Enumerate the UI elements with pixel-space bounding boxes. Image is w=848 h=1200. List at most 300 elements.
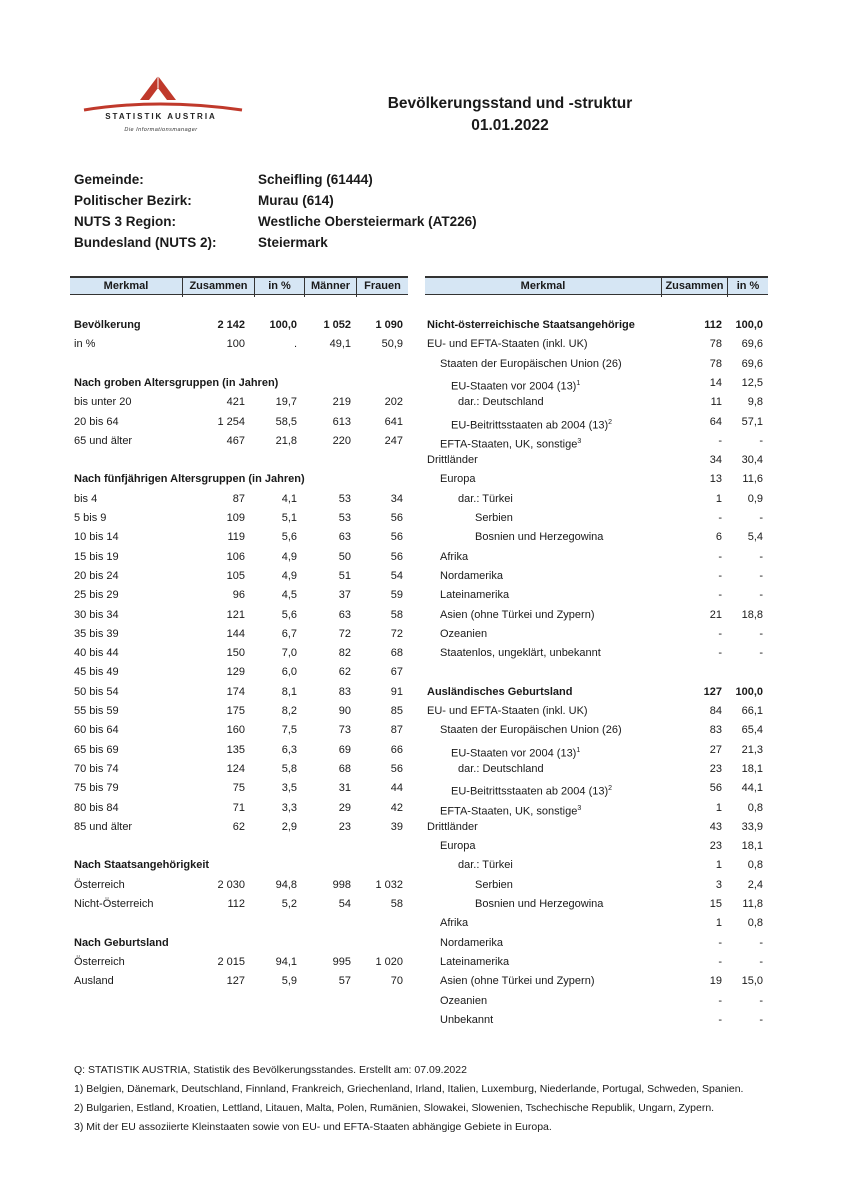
cell-percent: 0,8 (747, 801, 763, 814)
cell-pct: 5,6 (281, 531, 297, 544)
cell-zus: 421 (226, 396, 245, 409)
cell-m: 83 (338, 685, 351, 698)
table-row (70, 895, 408, 914)
cell-zus: 1 254 (217, 415, 245, 428)
table-row (425, 509, 768, 528)
cell-m: 53 (338, 512, 351, 524)
cell-zusammen: 3 (715, 878, 722, 891)
table-row (425, 548, 768, 567)
cell-f: 42 (390, 801, 403, 814)
table-row (425, 625, 768, 644)
table-row (425, 606, 768, 625)
footnote-ref: 1 (576, 379, 581, 387)
row-label: 75 bis 79 (74, 782, 119, 795)
row-label-text: dar.: Türkei (458, 859, 513, 872)
row-label: Nicht-Österreich (74, 898, 154, 910)
row-label-text: Nordamerika (440, 936, 503, 949)
cell-pct: 6,7 (281, 627, 297, 640)
meta-value: Steiermark (258, 235, 328, 250)
row-label-text: EU-Staaten vor 2004 (13) (451, 380, 577, 393)
row-label-text: Lateinamerika (440, 589, 510, 602)
cell-zus: 71 (232, 801, 245, 814)
row-label (440, 355, 622, 374)
cell-pct: 5,6 (281, 608, 297, 621)
cell-percent: 11,8 (742, 898, 763, 910)
cell-zusammen: 23 (709, 762, 722, 775)
column-header: Frauen (356, 278, 408, 297)
footnote-ref: 3 (577, 437, 582, 445)
row-label (440, 953, 509, 972)
cell-zusammen: 1 (715, 859, 722, 872)
cell-pct: 94,1 (275, 955, 297, 968)
cell-pct: 8,1 (281, 685, 297, 698)
meta-value: Murau (614) (258, 193, 334, 208)
cell-percent: 69,6 (741, 338, 763, 351)
cell-pct: 21,8 (275, 434, 297, 447)
table-row (70, 413, 408, 432)
column-header: Männer (304, 278, 356, 297)
row-label (458, 856, 513, 875)
column-header: Zusammen (661, 278, 727, 297)
row-label (440, 837, 475, 856)
footnote-ref: 1 (576, 746, 581, 754)
row-label: 50 bis 54 (74, 685, 119, 698)
row-label (440, 992, 487, 1011)
cell-percent: 57,1 (741, 415, 763, 428)
row-label: Ausland (74, 975, 114, 988)
cell-zus: 175 (226, 705, 245, 717)
cell-zus: 100 (226, 338, 245, 351)
row-label (440, 644, 601, 663)
cell-percent: 12,5 (741, 376, 763, 389)
row-label: 5 bis 9 (74, 512, 107, 524)
cell-percent: 21,3 (741, 743, 763, 756)
row-label (458, 490, 513, 509)
cell-zus: 135 (226, 743, 245, 756)
cell-m: 613 (332, 415, 351, 428)
cell-f: 58 (390, 608, 403, 621)
table-row (425, 451, 768, 470)
cell-m: 51 (338, 569, 351, 582)
cell-zus: 121 (226, 608, 245, 621)
row-label: 70 bis 74 (74, 762, 119, 775)
row-label: bis unter 20 (74, 396, 132, 409)
row-label (440, 548, 468, 567)
cell-zus: 144 (226, 627, 245, 640)
cell-percent: 65,4 (741, 724, 763, 737)
row-label: 85 und älter (74, 820, 133, 833)
cell-zus: 2 015 (217, 955, 245, 968)
cell-zus: 2 142 (217, 319, 245, 331)
table-row (425, 374, 768, 393)
cell-zusammen: 64 (709, 415, 722, 428)
cell-zusammen: 11 (710, 396, 722, 409)
table-row (70, 702, 408, 721)
row-label-text: EFTA-Staaten, UK, sonstige (440, 805, 578, 818)
row-label (427, 818, 478, 837)
row-label: in % (74, 338, 96, 351)
row-label (475, 876, 513, 895)
cell-f: 68 (390, 647, 403, 660)
row-label: Österreich (74, 878, 125, 891)
table-row (70, 548, 408, 567)
row-label-text: Nicht-österreichische Staatsangehörige (427, 319, 635, 331)
row-label-text: Afrika (440, 550, 469, 563)
cell-zusammen: 23 (709, 840, 722, 853)
cell-zusammen: - (718, 647, 722, 660)
table-row (425, 992, 768, 1011)
cell-f: 50,9 (381, 338, 403, 351)
table-row (425, 721, 768, 740)
row-label-text: Ozeanien (440, 994, 488, 1007)
cell-zusammen: 13 (709, 473, 722, 486)
cell-zusammen: 78 (709, 338, 722, 351)
row-label (440, 470, 475, 489)
table-row (425, 393, 768, 412)
row-label (427, 683, 572, 702)
cell-pct: 5,1 (281, 512, 297, 524)
cell-percent: 100,0 (735, 319, 763, 331)
cell-zusammen: 1 (715, 492, 722, 505)
cell-f: 72 (390, 627, 403, 640)
cell-percent: 44,1 (741, 782, 763, 795)
footnote: 2) Bulgarien, Estland, Kroatien, Lettland, Litauen, Malta, Polen, Rumänien, Slowakei, Slowenien, Tschechische Republik, Ungarn, Zypern. (74, 1102, 715, 1114)
cell-pct: 3,3 (281, 801, 297, 814)
row-label (440, 721, 622, 740)
cell-percent: 11,6 (742, 473, 763, 486)
footnote-ref: 3 (577, 804, 582, 812)
row-label-text: Europa (440, 840, 476, 853)
section-heading (70, 470, 408, 489)
row-label-text: EU- und EFTA-Staaten (inkl. UK) (427, 338, 588, 351)
cell-m: 73 (338, 724, 351, 737)
table-row (70, 490, 408, 509)
cell-m: 37 (338, 589, 351, 602)
table-row (425, 856, 768, 875)
row-label-text: dar.: Deutschland (458, 396, 544, 409)
table-row (425, 760, 768, 779)
cell-percent: 9,8 (747, 396, 763, 409)
row-label: 25 bis 29 (74, 589, 119, 602)
document-title: Bevölkerungsstand und -struktur (387, 95, 633, 112)
table-row (70, 779, 408, 798)
cell-f: 59 (390, 589, 403, 602)
row-label-text: Asien (ohne Türkei und Zypern) (440, 975, 595, 988)
cell-pct: . (293, 338, 297, 351)
cell-zus: 105 (226, 569, 245, 582)
table-row (70, 721, 408, 740)
meta-value: Westliche Obersteiermark (AT226) (258, 214, 477, 229)
cell-f: 56 (390, 531, 403, 544)
cell-zusammen: 83 (709, 724, 722, 737)
cell-pct: 7,5 (281, 724, 297, 737)
table-row (70, 663, 408, 682)
cell-zusammen: 27 (709, 743, 722, 756)
row-label-text: dar.: Deutschland (458, 762, 544, 775)
table-row (70, 316, 408, 335)
cell-f: 70 (390, 975, 403, 988)
cell-zus: 87 (232, 492, 245, 505)
row-label (427, 451, 478, 470)
cell-m: 62 (338, 666, 351, 679)
row-label: Bevölkerung (74, 319, 141, 331)
table-row (70, 876, 408, 895)
table-header (425, 276, 768, 295)
cell-pct: 2,9 (281, 820, 297, 833)
column-header: Zusammen (182, 278, 254, 297)
table-row (425, 316, 768, 335)
cell-f: 641 (384, 415, 403, 428)
row-label (440, 934, 503, 953)
row-label: 65 und älter (74, 434, 133, 447)
row-label-text: EFTA-Staaten, UK, sonstige (440, 438, 578, 451)
cell-percent: - (759, 589, 763, 602)
row-label-text: dar.: Türkei (458, 492, 513, 505)
table-header (70, 276, 408, 295)
row-label: 55 bis 59 (74, 705, 119, 717)
cell-m: 995 (332, 955, 351, 968)
cell-zusammen: 127 (703, 685, 722, 698)
cell-zus: 2 030 (217, 878, 245, 891)
cell-zus: 129 (226, 666, 245, 679)
cell-m: 63 (338, 531, 351, 544)
cell-zusammen: 34 (709, 454, 722, 467)
row-label-text: Afrika (440, 917, 469, 930)
row-label-text: Drittländer (427, 820, 478, 833)
table-row (70, 644, 408, 663)
table-row (425, 934, 768, 953)
row-label-text: Ausländisches Geburtsland (427, 685, 573, 698)
cell-percent: 5,4 (747, 531, 763, 544)
cell-pct: 5,2 (281, 898, 297, 910)
row-label: 40 bis 44 (74, 647, 119, 660)
table-row (70, 335, 408, 354)
cell-f: 1 020 (375, 955, 403, 968)
cell-pct: 8,2 (281, 705, 297, 717)
row-label-text: Bosnien und Herzegowina (475, 531, 604, 544)
row-label-text: Europa (440, 473, 476, 486)
cell-percent: - (759, 647, 763, 660)
cell-zus: 75 (232, 782, 245, 795)
row-label (475, 528, 603, 547)
cell-zusammen: - (718, 434, 722, 447)
cell-zus: 62 (232, 820, 245, 833)
row-label (440, 914, 468, 933)
cell-f: 66 (390, 743, 403, 756)
cell-percent: 18,1 (741, 840, 763, 853)
row-label (440, 1011, 493, 1030)
cell-pct: 100,0 (269, 319, 297, 331)
cell-f: 39 (390, 820, 403, 833)
row-label-text: Serbien (475, 878, 513, 891)
cell-m: 220 (332, 434, 351, 447)
cell-pct: 58,5 (275, 415, 297, 428)
cell-m: 998 (332, 878, 351, 891)
row-label-text: Staaten der Europäischen Union (26) (440, 357, 622, 370)
table-row (70, 972, 408, 991)
table-row (70, 760, 408, 779)
table-row (425, 895, 768, 914)
table-row (425, 837, 768, 856)
cell-m: 63 (338, 608, 351, 621)
cell-percent: 69,6 (741, 357, 763, 370)
cell-zusammen: 15 (709, 898, 722, 910)
row-label: 80 bis 84 (74, 801, 119, 814)
cell-percent: - (759, 955, 763, 968)
row-label: 30 bis 34 (74, 608, 119, 621)
cell-zusammen: - (718, 936, 722, 949)
meta-value: Scheifling (61444) (258, 172, 373, 187)
logo-tagline: Die Informationsmanager (124, 127, 198, 133)
table-row (70, 432, 408, 451)
table-row (425, 953, 768, 972)
cell-percent: - (759, 1013, 763, 1026)
cell-zusammen: 1 (715, 801, 722, 814)
logo-name: STATISTIK AUSTRIA (105, 112, 217, 121)
cell-zusammen: 112 (704, 319, 722, 331)
cell-pct: 4,9 (281, 550, 297, 563)
cell-m: 69 (338, 743, 351, 756)
cell-zus: 106 (226, 550, 245, 563)
table-row (425, 567, 768, 586)
cell-percent: 0,9 (747, 492, 763, 505)
section-heading (70, 856, 408, 875)
cell-f: 85 (390, 705, 403, 717)
cell-pct: 4,9 (281, 569, 297, 582)
row-label (427, 702, 588, 721)
row-label: 10 bis 14 (74, 531, 119, 544)
cell-f: 58 (390, 898, 403, 910)
row-label: 65 bis 69 (74, 743, 119, 756)
table-row (70, 586, 408, 605)
cell-m: 50 (338, 550, 351, 563)
cell-percent: - (759, 550, 763, 563)
row-label-text: EU-Beitrittsstaaten ab 2004 (13) (451, 419, 609, 432)
cell-zus: 96 (232, 589, 245, 602)
cell-m: 82 (338, 647, 351, 660)
table-row (70, 818, 408, 837)
cell-m: 31 (338, 782, 351, 795)
row-label (440, 567, 503, 586)
cell-pct: 5,9 (281, 975, 297, 988)
row-label (440, 625, 487, 644)
table-row (70, 393, 408, 412)
row-label (458, 760, 544, 779)
cell-m: 49,1 (329, 338, 351, 351)
cell-zusammen: - (718, 1013, 722, 1026)
cell-percent: 15,0 (741, 975, 763, 988)
table-row (425, 876, 768, 895)
table-row (425, 1011, 768, 1030)
statistik-austria-logo (78, 72, 248, 142)
footnote-ref: 2 (608, 418, 613, 426)
cell-zusammen: - (718, 512, 722, 524)
table-row (425, 470, 768, 489)
section-heading (70, 374, 408, 393)
cell-zusammen: - (718, 589, 722, 602)
cell-m: 57 (338, 975, 351, 988)
cell-zus: 127 (226, 975, 245, 988)
table-row (70, 625, 408, 644)
table-row (425, 818, 768, 837)
meta-key: Politischer Bezirk: (74, 193, 192, 208)
row-label (427, 335, 588, 354)
cell-pct: 19,7 (275, 396, 297, 409)
row-label: Nach Staatsangehörigkeit (74, 859, 210, 872)
cell-f: 44 (390, 782, 403, 795)
cell-percent: 18,1 (741, 762, 763, 775)
cell-percent: 100,0 (735, 685, 763, 698)
footnotes (74, 1063, 774, 1139)
cell-f: 54 (390, 569, 403, 582)
section-heading (70, 934, 408, 953)
cell-m: 219 (332, 396, 351, 409)
cell-percent: - (759, 627, 763, 640)
table-row (425, 644, 768, 663)
table-row (70, 741, 408, 760)
cell-percent: 2,4 (747, 878, 763, 891)
table-row (70, 528, 408, 547)
cell-zusammen: - (718, 955, 722, 968)
cell-zusammen: 19 (709, 975, 722, 988)
row-label: 60 bis 64 (74, 724, 119, 737)
table-row (425, 335, 768, 354)
cell-f: 1 032 (375, 878, 403, 891)
row-label-text: EU- und EFTA-Staaten (inkl. UK) (427, 705, 588, 717)
row-label: Nach groben Altersgruppen (in Jahren) (74, 376, 279, 389)
footnote: 3) Mit der EU assoziierte Kleinstaaten sowie von EU- und EFTA-Staaten abhängige Gebiete in Europa. (74, 1121, 552, 1133)
cell-percent: 33,9 (741, 820, 763, 833)
meta-key: Bundesland (NUTS 2): (74, 235, 217, 250)
cell-pct: 4,1 (281, 492, 297, 505)
row-label: 45 bis 49 (74, 666, 119, 679)
cell-m: 68 (338, 762, 351, 775)
cell-f: 91 (390, 685, 403, 698)
cell-percent: 30,4 (741, 454, 763, 467)
cell-m: 54 (338, 898, 351, 910)
row-label: 35 bis 39 (74, 627, 119, 640)
meta-key: NUTS 3 Region: (74, 214, 177, 229)
cell-percent: 0,8 (747, 859, 763, 872)
table-row (425, 490, 768, 509)
cell-zus: 109 (226, 512, 245, 524)
cell-percent: - (759, 569, 763, 582)
table-row (425, 432, 768, 451)
cell-zus: 150 (226, 647, 245, 660)
row-label-text: Ozeanien (440, 627, 488, 640)
cell-zusammen: 6 (715, 531, 722, 544)
cell-percent: - (759, 936, 763, 949)
cell-f: 67 (390, 666, 403, 679)
row-label-text: Bosnien und Herzegowina (475, 898, 604, 910)
cell-pct: 94,8 (275, 878, 297, 891)
column-header: Merkmal (103, 280, 149, 292)
logo-mark-icon (78, 72, 248, 112)
cell-zusammen: 84 (709, 705, 722, 717)
table-row (70, 606, 408, 625)
document-date: 01.01.2022 (471, 117, 549, 134)
cell-zus: 160 (226, 724, 245, 737)
table-row (70, 509, 408, 528)
row-label-text: Asien (ohne Türkei und Zypern) (440, 608, 595, 621)
table-row (425, 586, 768, 605)
row-label-text: EU-Beitrittsstaaten ab 2004 (13) (451, 785, 609, 798)
cell-f: 56 (390, 550, 403, 563)
cell-m: 90 (338, 705, 351, 717)
cell-percent: 0,8 (747, 917, 763, 930)
column-header: Merkmal (520, 280, 566, 292)
row-label-text: Nordamerika (440, 569, 503, 582)
